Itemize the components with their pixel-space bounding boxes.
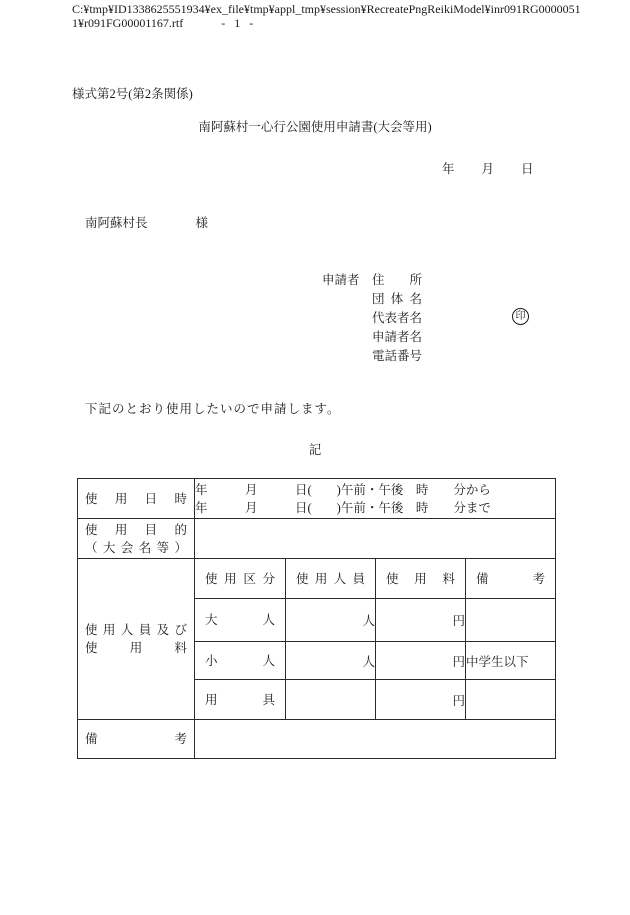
- page-number: - 1 -: [221, 16, 257, 30]
- adult-category: 大人: [205, 613, 275, 627]
- remarks-row: [78, 720, 556, 759]
- header-personnel: 使用人員: [296, 571, 365, 586]
- date-year-label: 年: [442, 162, 455, 176]
- datetime-label: 使用日時: [85, 491, 187, 506]
- purpose-label-line2: （大会名等）: [85, 540, 187, 555]
- file-path-line2: 1¥r091FG00001167.rtf: [72, 16, 184, 30]
- child-note-cell: 中学生以下: [466, 642, 556, 680]
- datetime-row: [78, 479, 556, 519]
- usage-label-line1: 使用人員及び: [85, 623, 187, 637]
- usage-label-cell: [78, 559, 195, 720]
- datetime-label-cell: [78, 479, 195, 519]
- adult-fee-cell: 円: [376, 599, 466, 642]
- purpose-label-cell: [78, 519, 195, 559]
- applicant-field-applicant-name: 申請者名: [372, 330, 423, 344]
- adult-personnel-cell: 人: [286, 599, 376, 642]
- file-path-line1: C:¥tmp¥ID1338625551934¥ex_file¥tmp¥appl_tmp¥session¥RecreatePngReikiModel¥inr091RG0000051: [72, 2, 581, 16]
- child-category-cell: [195, 642, 286, 680]
- child-personnel-cell: 人: [286, 642, 376, 680]
- child-fee-cell: 円: [376, 642, 466, 680]
- usage-label-line2: 使用料: [85, 641, 187, 655]
- header-category-cell: [195, 559, 286, 599]
- usage-header-row: [78, 559, 556, 599]
- date-line: [442, 159, 534, 177]
- purpose-value-cell: [195, 519, 556, 559]
- remarks-value-cell: [195, 720, 556, 759]
- equipment-fee-cell: 円: [376, 680, 466, 720]
- request-text: 下記のとおり使用したいので申請します。: [85, 402, 341, 416]
- date-day-label: 日: [521, 162, 534, 176]
- applicant-label: 申請者: [322, 273, 360, 287]
- header-category: 使用区分: [205, 571, 275, 586]
- applicant-field-representative: 代表者名: [372, 311, 423, 325]
- adult-note-cell: [466, 599, 556, 642]
- equipment-personnel-cell: [286, 680, 376, 720]
- adult-category-cell: [195, 599, 286, 642]
- file-path-header: [72, 2, 581, 30]
- remarks-label: 備考: [85, 732, 187, 746]
- child-category: 小人: [205, 653, 275, 668]
- applicant-field-phone: 電話番号: [372, 349, 423, 363]
- seal-icon: 印: [512, 308, 529, 325]
- applicant-field-address: 住所: [372, 273, 422, 287]
- header-note-cell: [466, 559, 556, 599]
- datetime-to-line: 年 月 日( )午前・午後 時 分まで: [195, 500, 491, 515]
- ki-heading: 記: [308, 443, 322, 457]
- file-path-line2-row: [72, 16, 581, 30]
- applicant-field-organization: 団体名: [372, 292, 422, 306]
- equipment-category-cell: [195, 680, 286, 720]
- document-title: 南阿蘇村一心行公園使用申請書(大会等用): [198, 120, 432, 134]
- equipment-note-cell: [466, 680, 556, 720]
- form-number: 様式第2号(第2条関係): [72, 87, 193, 101]
- header-personnel-cell: [286, 559, 376, 599]
- datetime-from-line: 年 月 日( )午前・午後 時 分から: [195, 482, 491, 497]
- date-month-label: 月: [481, 162, 495, 176]
- header-note: 備考: [476, 571, 545, 586]
- applicant-block: [322, 271, 526, 366]
- application-table: [77, 478, 556, 759]
- equipment-category: 用具: [205, 692, 275, 707]
- purpose-row: [78, 519, 556, 559]
- header-fee: 使用料: [386, 571, 455, 586]
- addressee-name: 南阿蘇村長: [85, 216, 148, 230]
- addressee-line: [85, 213, 208, 231]
- datetime-value-cell: [195, 479, 556, 519]
- purpose-label-line1: 使用目的: [85, 522, 187, 537]
- applicant-fields: [372, 271, 422, 366]
- addressee-honorific: 様: [195, 216, 209, 230]
- remarks-label-cell: [78, 720, 195, 759]
- header-fee-cell: [376, 559, 466, 599]
